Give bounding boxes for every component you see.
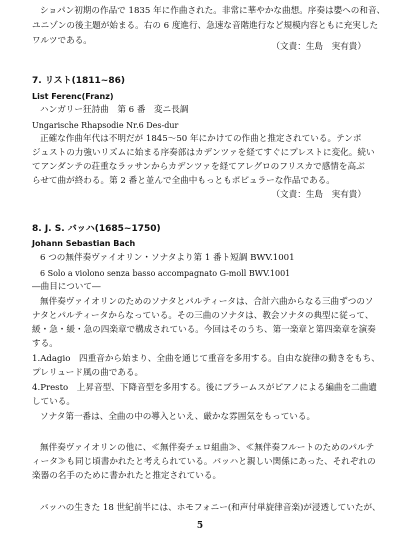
work-title-en: 6 Solo a violono senza basso accompagnato G-moll BWV.1001: [40, 269, 291, 278]
work-title-en: Ungarische Rhapsodie Nr.6 Des-dur: [32, 121, 179, 130]
intro-line: ユニゾンの後主題が始まる。右の 6 度進行、急速な音階進行など規模内容ともに充実した: [32, 21, 379, 31]
body-line: 緩・急・緩・急の四楽章で構成されている。今回はそのうち、第一楽章と第四楽章を演奏: [32, 325, 376, 335]
work-title-jp: ハンガリー狂詩曲 第 6 番 変ニ長調: [40, 105, 189, 115]
movement-line: プレリュード風の曲である。: [32, 368, 144, 378]
body-line: 楽器の名手のために書かれたと推定されている。: [32, 471, 222, 481]
section-heading-bach: 8. J. S. バッハ(1685~1750): [32, 224, 161, 234]
body-line: バッハの生きた 18 世紀前半には、ホモフォニー(和声付単旋律音楽)が浸透していたが、: [40, 503, 381, 513]
body-line: する。: [32, 339, 58, 349]
intro-line: ワルツである。: [32, 36, 92, 46]
body-line: ソナタ第一番は、全曲の中の導入といえ、厳かな雰囲気をもっている。: [40, 412, 316, 422]
body-line: 無伴奏ヴァイオリンのためのソナタとパルティータは、合計六曲からなる三曲ずつのソ: [40, 297, 374, 307]
body-line: ナタとパルティータからなっている。その三曲のソナタは、教会ソナタの典型に従って、: [32, 311, 374, 321]
movement-line: 1.Adagio 四重音から始まり、全曲を通じて重音を多用する。自由な旋律の動きをもち、: [32, 354, 380, 364]
body-line: てアンダンテの荘重なラッサンからカデンツァを経てアレグロのフリスカで感情を高ぶ: [32, 162, 365, 172]
intro-line: ショパン初期の作品で 1835 年に作曲された。非常に華やかな曲想。序奏は嬰ヘの和音、: [40, 6, 386, 16]
movement-line: 4.Presto 上昇音型、下降音型を多用する。後にブラームスがピアノによる編曲を二曲遺: [32, 383, 377, 393]
subsection-heading: ―曲目について―: [32, 282, 101, 292]
movement-line: している。: [32, 397, 75, 407]
work-title-jp: 6 つの無伴奏ヴァイオリン・ソナタより第 1 番ト短調 BWV.1001: [40, 253, 295, 263]
section-heading-liszt: 7. リスト(1811~86): [32, 76, 125, 86]
body-line: ィータ≫も同じ頃書かれたと考えられている。バッハと親しい関係にあった、それぞれの: [32, 457, 376, 467]
composer-name: List Ferenc(Franz): [32, 92, 114, 101]
body-line: 無伴奏ヴァイオリンの他に、≪無伴奏チェロ組曲≫、≪無伴奏フルートのためのパルテ: [40, 443, 375, 453]
composer-name: Johann Sebastian Bach: [32, 239, 136, 248]
intro-credit: （文責：生島 実有貴）: [271, 42, 366, 52]
section-credit: （文責：生島 実有貴）: [271, 190, 366, 200]
body-line: らせて曲が終わる。第 2 番と並んで全曲中もっともポピュラーな作品である。: [32, 176, 335, 186]
page-number: 5: [196, 521, 204, 531]
body-line: 正確な作曲年代は不明だが 1845～50 年にかけての作曲と推定されている。テンポ: [40, 134, 362, 144]
body-line: ジュストの力強いリズムに始まる序奏部はカデンツァを経てすぐにプレストに変化。続い: [32, 148, 375, 158]
